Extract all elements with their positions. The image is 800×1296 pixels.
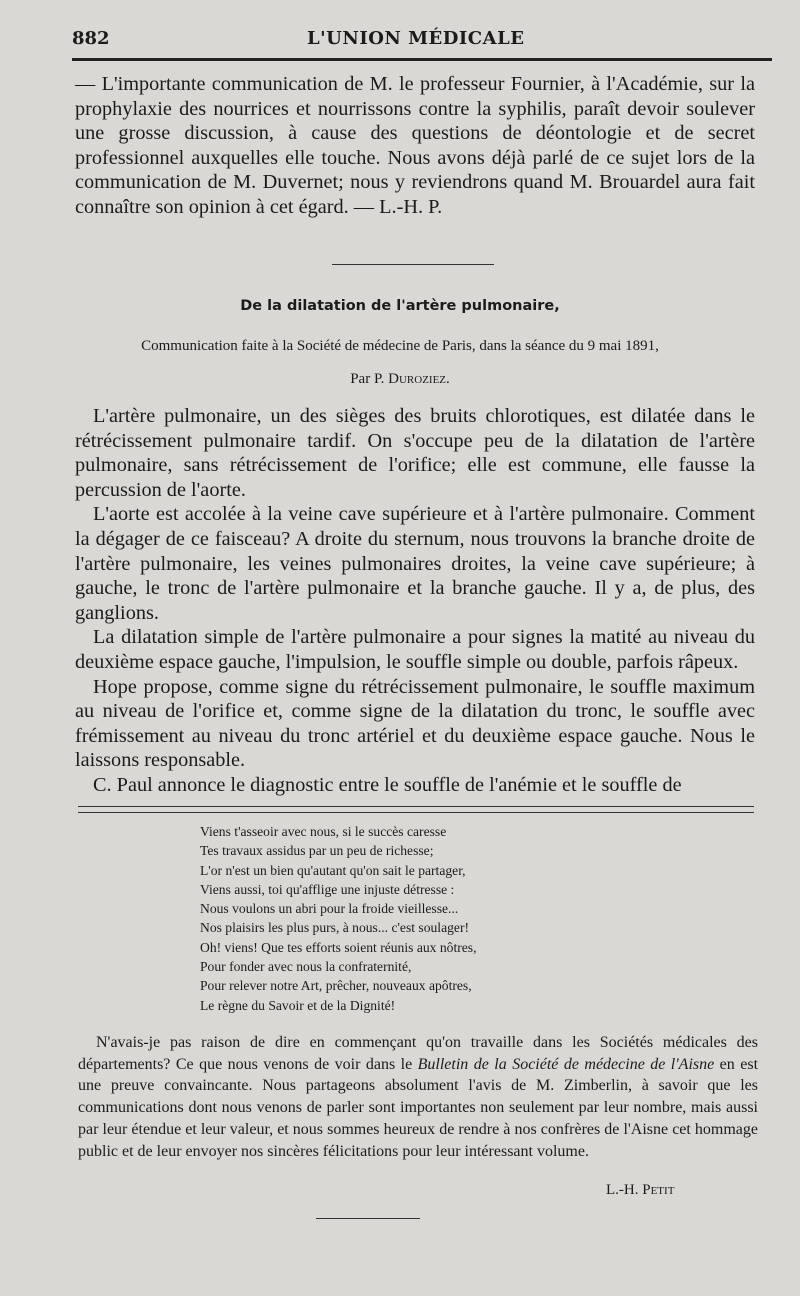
section-separator — [332, 264, 494, 265]
header-rule — [72, 58, 772, 61]
closing-text-before: N'avais-je pas raison de dire en commençant qu'on travaille dans les Sociétés médicales des départements? Ce que nous venons de voir dans le — [78, 1034, 758, 1073]
signature-name: Petit — [642, 1182, 675, 1198]
running-title: L'UNION MÉDICALE — [307, 28, 525, 49]
poem-line: Oh! viens! Que tes efforts soient réunis aux nôtres, — [200, 939, 477, 955]
article-paragraph-4: Hope propose, comme signe du rétrécissement pulmonaire, le souffle maximum au niveau de l'orifice et, comme signe de la dilatation du tronc, le souffle avec frémissement au niveau du tronc artériel et du deuxième espace gauche. Nous le laissons responsable. — [75, 675, 755, 772]
poem-line: Viens aussi, toi qu'afflige une injuste détresse : — [200, 881, 455, 897]
article-body — [75, 404, 755, 798]
byline-author: Duroziez. — [388, 371, 450, 387]
article-title: De la dilatation de l'artère pulmonaire, — [240, 298, 560, 314]
poem-line: Viens t'asseoir avec nous, si le succès caresse — [200, 824, 447, 839]
intro-paragraph: — L'importante communication de M. le professeur Fournier, à l'Académie, sur la prophylaxie des nourrices et nourrissons contre la syphilis, paraît devoir soulever une grosse discussion, à cause des questions de déontologie et de secret professionnel auxquelles elle touche. Nous avons déjà parlé de ce sujet lors de la communication de M. Duvernet; nous y reviendrons quand M. Brouardel aura fait connaître son opinion à cet égard. — L.-H. P. — [75, 73, 755, 218]
closing-paragraph — [78, 1032, 758, 1162]
article-paragraph-2: L'aorte est accolée à la veine cave supérieure et à l'artère pulmonaire. Comment la dégager de ce faisceau? A droite du sternum, nous trouvons la branche droite de l'artère pulmonaire, les veines pulmonaires droites, la veine cave supérieure; à gauche, le tronc de l'artère pulmonaire et la branche gauche. Il y a, de plus, des ganglions. — [75, 503, 755, 624]
closing-text-after: en est une preuve convaincante. Nous partageons absolument l'avis de M. Zimberlin, à savoir que les communications dont nous venons de parler sont importantes non seulement par leur nombre, mais aussi par leur étendue et leur valeur, et nous sommes heureux de rendre à nos confrères de l'Aisne cet hommage public et de leur envoyer nos sincères félicitations pour leur intéressant volume. — [78, 1055, 759, 1160]
double-rule — [78, 806, 754, 813]
poem-line: L'or n'est un bien qu'autant qu'on sait le partager, — [200, 862, 466, 878]
page-header — [72, 24, 762, 54]
article-paragraph-1: L'artère pulmonaire, un des sièges des bruits chlorotiques, est dilatée dans le rétrécissement pulmonaire tardif. On s'occupe peu de la dilatation de l'artère pulmonaire, sans rétrécissement de l'orifice; elle est commune, elle fausse la percussion de l'aorte. — [75, 405, 755, 501]
publication-title: Bulletin de la Société de médecine de l'Aisne — [417, 1055, 715, 1073]
closing-block — [78, 1032, 758, 1162]
article-communication-note: Communication faite à la Société de médecine de Paris, dans la séance du 9 mai 1891, — [141, 338, 659, 354]
poem-line: Pour fonder avec nous la confraternité, — [200, 959, 412, 975]
page-number: 882 — [72, 28, 110, 49]
poem-line: Nos plaisirs les plus purs, à nous... c'est soulager! — [200, 920, 470, 936]
poem-line: Pour relever notre Art, prêcher, nouveaux apôtres, — [200, 978, 472, 994]
poem — [200, 822, 620, 1015]
article-byline — [0, 371, 800, 388]
article-paragraph-5: C. Paul annonce le diagnostic entre le souffle de l'anémie et le souffle de — [93, 773, 682, 796]
article-paragraph-3: La dilatation simple de l'artère pulmonaire a pour signes la matité au niveau du deuxième espace gauche, l'impulsion, le souffle simple ou double, parfois râpeux. — [75, 626, 755, 673]
signature-initials: L.-H. — [606, 1182, 639, 1198]
signature — [606, 1182, 674, 1199]
byline-prefix: Par P. — [350, 371, 385, 387]
intro-block — [75, 72, 755, 220]
closing-rule — [316, 1218, 420, 1219]
poem-line: Le règne du Savoir et de la Dignité! — [200, 997, 396, 1013]
poem-line: Tes travaux assidus par un peu de richesse; — [200, 843, 434, 859]
poem-line: Nous voulons un abri pour la froide vieillesse... — [200, 901, 459, 917]
